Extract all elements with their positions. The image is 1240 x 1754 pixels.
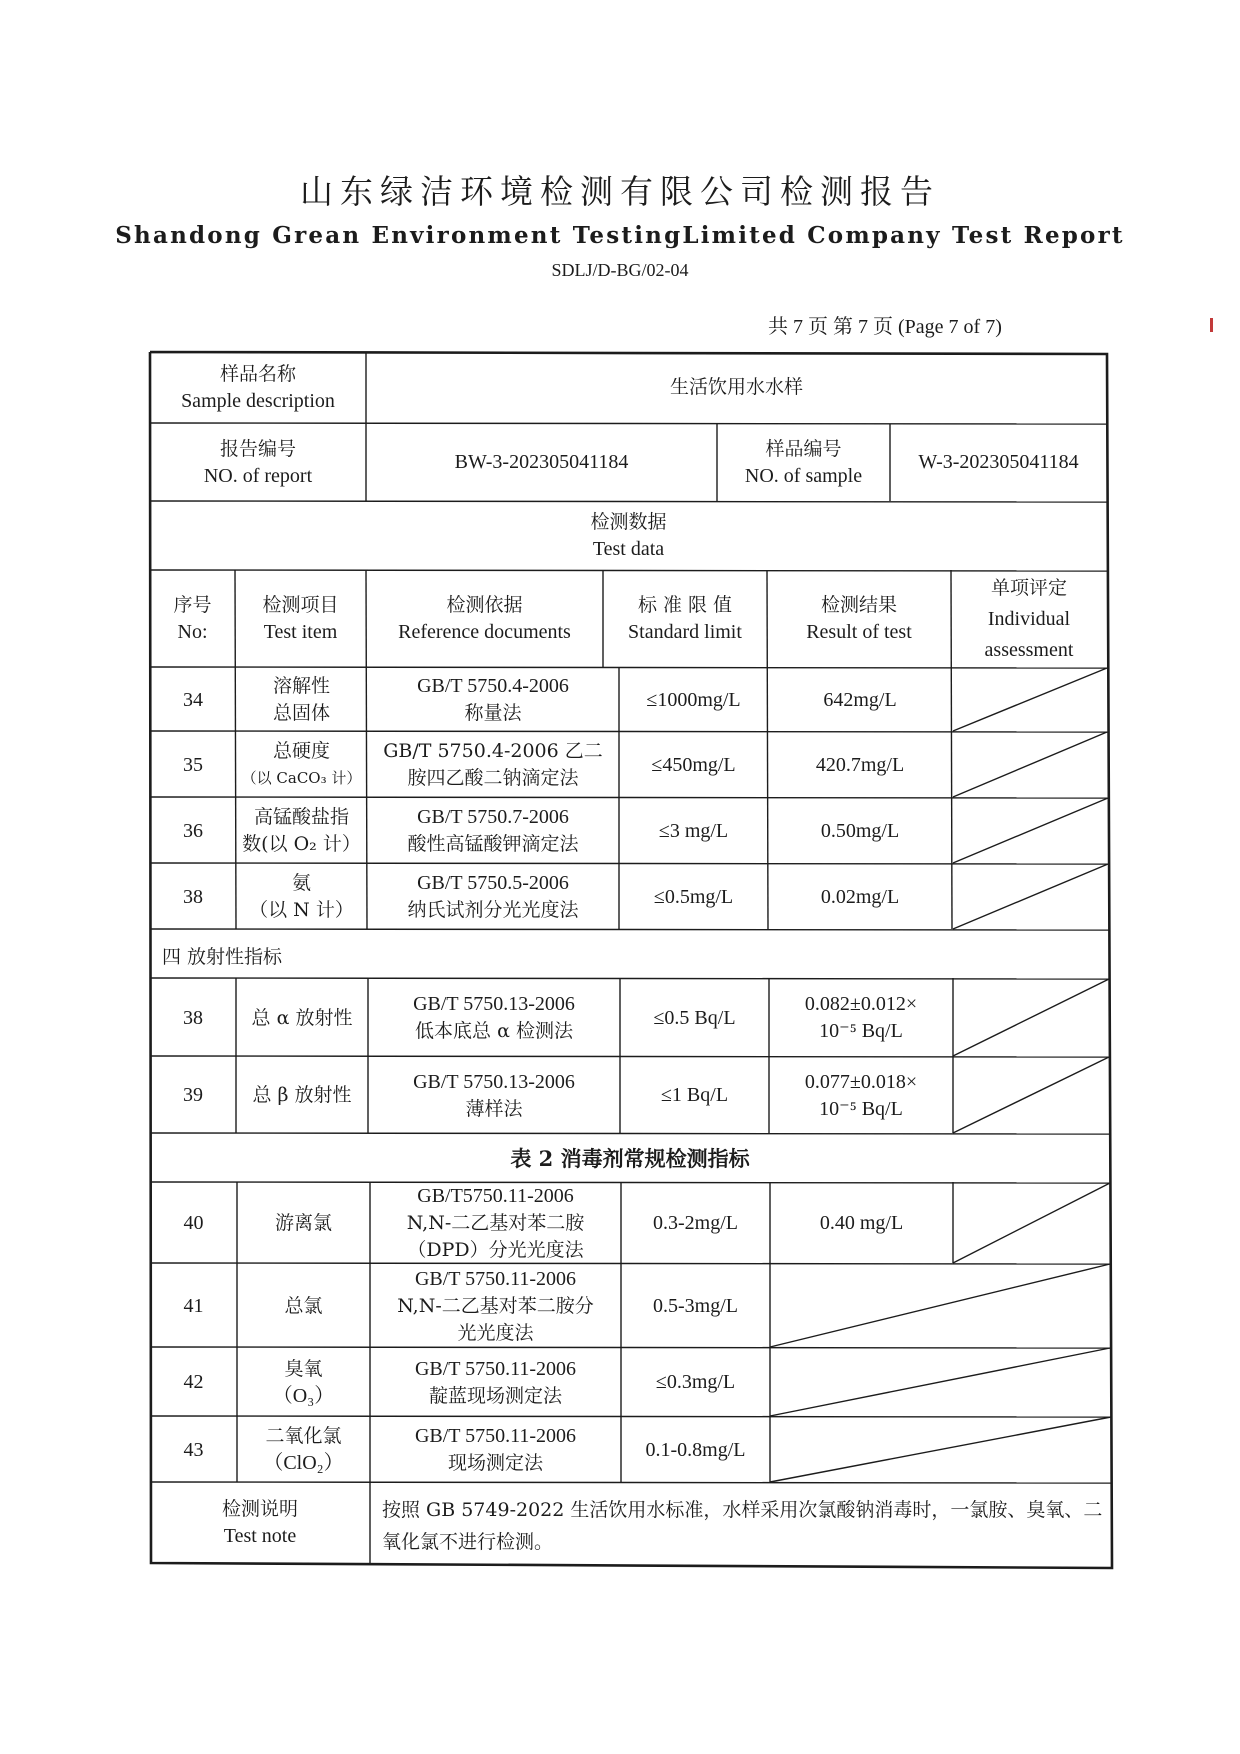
result-cell-line: 0.40 mg/L bbox=[819, 1212, 904, 1234]
section-radioactivity: 四 放射性指标 bbox=[162, 946, 283, 968]
limit-cell: ≤450mg/L bbox=[651, 753, 736, 776]
test-data-cn: 检测数据 bbox=[590, 511, 667, 533]
col-assess-cn: 单项评定 bbox=[990, 576, 1067, 599]
col-no-cn: 序号 bbox=[173, 594, 212, 616]
reference-cell-line: GB/T 5750.4-2006 bbox=[417, 675, 569, 697]
reference-cell bbox=[367, 668, 619, 732]
item-cell bbox=[236, 732, 367, 798]
reference-cell-line: 靛蓝现场测定法 bbox=[428, 1384, 562, 1407]
note-label-cn: 检测说明 bbox=[221, 1498, 298, 1520]
item-cell bbox=[236, 1057, 368, 1134]
limit-cell: ≤0.5mg/L bbox=[653, 885, 734, 908]
note-label bbox=[150, 1483, 370, 1563]
limit-cell: ≤1000mg/L bbox=[646, 688, 741, 711]
reference-cell-line: GB/T 5750.4-2006 乙二 bbox=[383, 740, 603, 762]
col-header-limit bbox=[603, 571, 767, 667]
limit-cell: 0.3-2mg/L bbox=[653, 1212, 738, 1234]
result-cell bbox=[769, 979, 953, 1057]
reference-cell bbox=[370, 1417, 621, 1483]
result-cell bbox=[768, 864, 952, 930]
reference-cell-line: N,N-二乙基对苯二胺分 bbox=[397, 1294, 594, 1317]
result-cell bbox=[768, 798, 952, 864]
reference-cell bbox=[370, 1183, 621, 1264]
result-cell-line: 0.082±0.012× bbox=[804, 993, 918, 1015]
item-cell-line: 总氯 bbox=[284, 1294, 323, 1317]
item-cell-line: （ClO₂） bbox=[263, 1452, 344, 1474]
col-ref-en: Reference documents bbox=[398, 621, 571, 643]
row-number: 39 bbox=[183, 1084, 203, 1106]
item-cell-line: 二氧化氯 bbox=[265, 1425, 342, 1447]
sample-no-label-en: NO. of sample bbox=[744, 464, 863, 487]
result-cell-line: 0.077±0.018× bbox=[804, 1070, 918, 1093]
report-no-value: BW-3-202305041184 bbox=[454, 451, 629, 473]
sample-label-cn: 样品名称 bbox=[219, 362, 296, 385]
reference-cell bbox=[367, 732, 619, 798]
col-ref-cn: 检测依据 bbox=[446, 594, 523, 616]
item-cell-line: （以 CaCO₃ 计） bbox=[241, 769, 362, 787]
item-cell bbox=[236, 979, 368, 1057]
reference-cell-line: 称量法 bbox=[464, 702, 522, 724]
row-number: 34 bbox=[183, 688, 203, 711]
limit-cell: ≤0.5 Bq/L bbox=[653, 1006, 736, 1029]
reference-cell-line: GB/T 5750.5-2006 bbox=[417, 872, 569, 894]
col-result-en: Result of test bbox=[806, 621, 912, 643]
reference-cell-line: GB/T 5750.13-2006 bbox=[413, 1070, 575, 1093]
reference-cell-line: 薄样法 bbox=[465, 1097, 523, 1120]
row-number: 43 bbox=[183, 1438, 204, 1461]
row-number: 38 bbox=[183, 1006, 203, 1029]
report-title-cn: 山东绿洁环境检测有限公司检测报告 bbox=[300, 172, 940, 211]
row-number: 41 bbox=[183, 1294, 204, 1317]
col-header-result bbox=[767, 571, 951, 667]
col-assess-en1: Individual bbox=[987, 607, 1071, 630]
result-cell-line: 0.02mg/L bbox=[820, 885, 900, 908]
reference-cell-line: GB/T 5750.11-2006 bbox=[414, 1425, 577, 1447]
reference-cell-line: GB/T 5750.11-2006 bbox=[414, 1357, 577, 1380]
report-no-label bbox=[150, 424, 366, 501]
item-cell-line: 溶解性 bbox=[272, 675, 330, 697]
item-cell-line: 总硬度 bbox=[272, 740, 330, 762]
reference-cell-line: N,N-二乙基对苯二胺 bbox=[406, 1212, 585, 1234]
test-data-heading bbox=[150, 502, 1107, 570]
col-no-en: No: bbox=[177, 621, 208, 643]
item-cell bbox=[237, 1348, 370, 1417]
report-no-label-cn: 报告编号 bbox=[219, 437, 296, 460]
item-cell-line: 数(以 O₂ 计） bbox=[242, 833, 361, 855]
reference-cell-line: 纳氏试剂分光光度法 bbox=[407, 899, 579, 921]
sample-label-en: Sample description bbox=[181, 389, 335, 412]
item-cell bbox=[236, 798, 367, 864]
row-number: 35 bbox=[183, 753, 203, 776]
limit-cell: 0.1-0.8mg/L bbox=[645, 1438, 746, 1461]
item-cell-line: （以 N 计） bbox=[249, 899, 354, 921]
reference-cell-line: 酸性高锰酸钾滴定法 bbox=[407, 833, 579, 855]
reference-cell bbox=[370, 1348, 621, 1417]
limit-cell: ≤0.3mg/L bbox=[655, 1371, 736, 1393]
result-cell bbox=[770, 1183, 953, 1264]
reference-cell-line: 光光度法 bbox=[457, 1321, 534, 1344]
col-result-cn: 检测结果 bbox=[820, 594, 897, 616]
result-cell-line: 642mg/L bbox=[823, 688, 897, 711]
reference-cell-line: 胺四乙酸二钠滴定法 bbox=[407, 767, 579, 789]
reference-cell bbox=[368, 979, 620, 1057]
limit-cell: ≤3 mg/L bbox=[658, 819, 729, 842]
item-cell-line: 总 β 放射性 bbox=[252, 1084, 352, 1106]
item-cell-line: （O₃） bbox=[272, 1384, 335, 1407]
note-text: 按照 GB 5749-2022 生活饮用水标准，水样采用次氯酸钠消毒时，一氯胺、臭氧、二氧化氯不进行检测。 bbox=[382, 1499, 1103, 1553]
test-data-en: Test data bbox=[592, 538, 665, 560]
result-cell-line: 420.7mg/L bbox=[815, 753, 905, 776]
result-cell-line: 10⁻⁵ Bq/L bbox=[819, 1020, 903, 1042]
reference-cell bbox=[367, 864, 619, 930]
item-cell-line: 游离氯 bbox=[274, 1212, 332, 1234]
item-cell bbox=[236, 668, 367, 732]
sample-no-label-cn: 样品编号 bbox=[765, 437, 842, 460]
reference-cell-line: 现场测定法 bbox=[447, 1452, 543, 1474]
reference-cell-line: GB/T 5750.13-2006 bbox=[413, 993, 575, 1015]
row-number: 42 bbox=[183, 1371, 204, 1393]
col-header-ref bbox=[366, 571, 603, 667]
col-header-assessment bbox=[951, 571, 1107, 667]
page-info: 共 7 页 第 7 页 (Page 7 of 7) bbox=[768, 316, 1002, 338]
item-cell-line: 总 α 放射性 bbox=[251, 1006, 353, 1029]
report-no-label-en: NO. of report bbox=[203, 464, 313, 487]
row-number: 38 bbox=[183, 885, 203, 908]
reference-cell bbox=[367, 798, 619, 864]
note-label-en: Test note bbox=[223, 1525, 297, 1547]
document-code: SDLJ/D-BG/02-04 bbox=[551, 260, 689, 280]
col-header-no bbox=[150, 571, 235, 667]
row-number: 40 bbox=[183, 1212, 204, 1234]
item-cell-line: 氨 bbox=[291, 872, 311, 894]
col-item-en: Test item bbox=[263, 621, 338, 643]
reference-cell-line: GB/T 5750.11-2006 bbox=[414, 1267, 577, 1290]
col-header-item bbox=[235, 571, 366, 667]
sample-value: 生活饮用水水样 bbox=[669, 376, 803, 398]
sample-label bbox=[150, 352, 366, 423]
result-cell bbox=[768, 668, 952, 732]
reference-cell-line: GB/T 5750.7-2006 bbox=[417, 806, 569, 828]
sample-no-value: W-3-202305041184 bbox=[918, 451, 1079, 473]
table2-title: 表 2 消毒剂常规检测指标 bbox=[510, 1145, 750, 1171]
sample-no-label bbox=[717, 424, 890, 501]
reference-cell bbox=[370, 1264, 621, 1348]
item-cell bbox=[237, 1264, 370, 1348]
limit-cell: ≤1 Bq/L bbox=[660, 1084, 729, 1106]
item-cell-line: 高锰酸盐指 bbox=[253, 806, 349, 828]
col-assess-en2: assessment bbox=[984, 638, 1074, 661]
item-cell bbox=[237, 1183, 370, 1264]
item-cell-line: 臭氧 bbox=[284, 1357, 323, 1380]
item-cell bbox=[236, 864, 367, 930]
report-title-en: Shandong Grean Environment TestingLimited Company Test Report bbox=[115, 222, 1125, 249]
item-cell-line: 总固体 bbox=[272, 702, 330, 724]
reference-cell bbox=[368, 1057, 620, 1134]
result-cell-line: 0.50mg/L bbox=[820, 819, 900, 842]
col-limit-cn: 标 准 限 值 bbox=[637, 594, 733, 616]
col-item-cn: 检测项目 bbox=[262, 594, 339, 616]
reference-cell-line: （DPD）分光光度法 bbox=[407, 1239, 584, 1261]
reference-cell-line: 低本底总 α 检测法 bbox=[415, 1020, 573, 1042]
row-number: 36 bbox=[183, 819, 203, 842]
result-cell-line: 10⁻⁵ Bq/L bbox=[819, 1097, 903, 1120]
limit-cell: 0.5-3mg/L bbox=[653, 1294, 738, 1317]
col-limit-en: Standard limit bbox=[628, 621, 742, 643]
reference-cell-line: GB/T5750.11-2006 bbox=[417, 1185, 574, 1207]
item-cell bbox=[237, 1417, 370, 1483]
result-cell bbox=[768, 732, 952, 798]
result-cell bbox=[769, 1057, 953, 1134]
